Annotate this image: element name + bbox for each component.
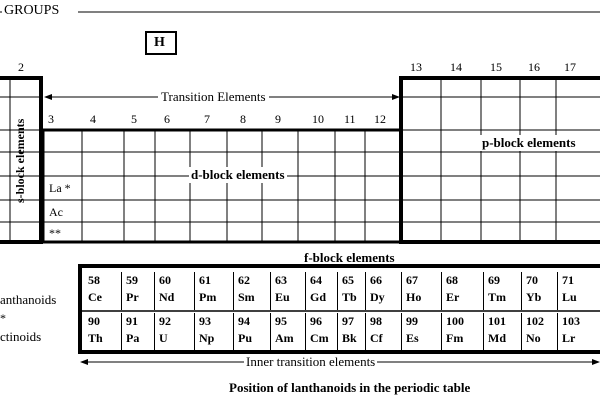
element-symbol: Cf bbox=[370, 331, 383, 345]
element-cell bbox=[442, 313, 484, 351]
element-symbol: Ce bbox=[88, 290, 102, 304]
d-block-label: d-block elements bbox=[191, 167, 285, 182]
element-cell bbox=[122, 272, 155, 310]
p-block-box bbox=[401, 78, 600, 242]
transition-elements-label: Transition Elements bbox=[158, 89, 269, 105]
lanthanoids-label: anthanoids bbox=[0, 292, 57, 307]
group-number: 9 bbox=[275, 112, 281, 126]
group-number: 7 bbox=[204, 112, 210, 126]
element-symbol: Tb bbox=[342, 290, 357, 304]
group-number: 12 bbox=[374, 112, 386, 126]
atomic-number: 59 bbox=[126, 273, 138, 287]
atomic-number: 101 bbox=[488, 314, 506, 328]
hydrogen-symbol: H bbox=[154, 35, 165, 50]
inner-transition-label: Inner transition elements bbox=[246, 354, 376, 369]
lanthanoids-star: * bbox=[0, 311, 6, 325]
atomic-number: 61 bbox=[199, 273, 211, 287]
element-cell bbox=[338, 272, 366, 310]
element-cell bbox=[338, 313, 366, 351]
atomic-number: 62 bbox=[238, 273, 250, 287]
group-number: 17 bbox=[564, 60, 576, 74]
groups-label: GROUPS bbox=[4, 3, 60, 18]
atomic-number: 68 bbox=[446, 273, 458, 287]
element-cell bbox=[558, 313, 600, 351]
atomic-number: 71 bbox=[562, 273, 574, 287]
element-symbol: Es bbox=[406, 331, 419, 345]
atomic-number: 63 bbox=[275, 273, 287, 287]
group-number: 5 bbox=[131, 112, 137, 126]
group-number: 8 bbox=[240, 112, 246, 126]
element-symbol: Lu bbox=[562, 290, 577, 304]
actinium-marker: Ac bbox=[49, 205, 63, 219]
element-cell bbox=[84, 313, 122, 351]
element-cell bbox=[402, 272, 442, 310]
element-cell bbox=[271, 272, 306, 310]
atomic-number: 60 bbox=[159, 273, 171, 287]
element-cell bbox=[122, 313, 155, 351]
atomic-number: 69 bbox=[488, 273, 500, 287]
atomic-number: 103 bbox=[562, 314, 580, 328]
element-symbol: Am bbox=[275, 331, 294, 345]
element-cell bbox=[155, 272, 195, 310]
atomic-number: 97 bbox=[342, 314, 354, 328]
element-cell bbox=[271, 313, 306, 351]
group-number: 10 bbox=[312, 112, 324, 126]
element-cell bbox=[442, 272, 484, 310]
atomic-number: 94 bbox=[238, 314, 250, 328]
element-symbol: Eu bbox=[275, 290, 290, 304]
element-cell bbox=[195, 313, 234, 351]
lanthanum-marker: La * bbox=[49, 181, 71, 195]
atomic-number: 91 bbox=[126, 314, 138, 328]
element-cell bbox=[402, 313, 442, 351]
element-cell bbox=[155, 313, 195, 351]
element-symbol: Ho bbox=[406, 290, 422, 304]
element-cell bbox=[522, 272, 558, 310]
element-symbol: Pu bbox=[238, 331, 253, 345]
atomic-number: 64 bbox=[310, 273, 322, 287]
element-cell bbox=[195, 272, 234, 310]
element-symbol: Pa bbox=[126, 331, 140, 345]
f-block-label: f-block elements bbox=[304, 250, 395, 265]
group-number: 16 bbox=[528, 60, 540, 74]
group-number: 14 bbox=[450, 60, 462, 74]
atomic-number: 66 bbox=[370, 273, 382, 287]
element-cell bbox=[234, 313, 271, 351]
element-symbol: U bbox=[159, 331, 168, 345]
group-number: 4 bbox=[90, 112, 96, 126]
d-block-box bbox=[43, 130, 401, 242]
atomic-number: 92 bbox=[159, 314, 171, 328]
atomic-number: 99 bbox=[406, 314, 418, 328]
actinoids-label: ctinoids bbox=[0, 329, 42, 344]
element-symbol: Cm bbox=[310, 331, 329, 345]
element-cell bbox=[306, 272, 338, 310]
element-symbol: Yb bbox=[526, 290, 542, 304]
atomic-number: 98 bbox=[370, 314, 382, 328]
element-cell bbox=[522, 313, 558, 351]
atomic-number: 95 bbox=[275, 314, 287, 328]
element-symbol: Fm bbox=[446, 331, 464, 345]
atomic-number: 100 bbox=[446, 314, 464, 328]
atomic-number: 70 bbox=[526, 273, 538, 287]
element-symbol: Gd bbox=[310, 290, 327, 304]
element-symbol: No bbox=[526, 331, 541, 345]
element-cell bbox=[84, 272, 122, 310]
element-cell bbox=[366, 272, 402, 310]
element-symbol: Nd bbox=[159, 290, 175, 304]
element-symbol: Th bbox=[88, 331, 103, 345]
atomic-number: 90 bbox=[88, 314, 100, 328]
element-symbol: Lr bbox=[562, 331, 576, 345]
element-cell bbox=[484, 313, 522, 351]
element-symbol: Md bbox=[488, 331, 506, 345]
atomic-number: 102 bbox=[526, 314, 544, 328]
atomic-number: 65 bbox=[342, 273, 354, 287]
group-number: 6 bbox=[164, 112, 170, 126]
element-symbol: Tm bbox=[488, 290, 506, 304]
element-symbol: Np bbox=[199, 331, 215, 345]
atomic-number: 93 bbox=[199, 314, 211, 328]
atomic-number: 67 bbox=[406, 273, 418, 287]
group-number: 13 bbox=[410, 60, 422, 74]
p-block-label: p-block elements bbox=[482, 135, 576, 150]
element-cell bbox=[558, 272, 600, 310]
element-cell bbox=[484, 272, 522, 310]
element-cell bbox=[234, 272, 271, 310]
element-cell bbox=[366, 313, 402, 351]
element-symbol: Er bbox=[446, 290, 460, 304]
element-symbol: Bk bbox=[342, 331, 357, 345]
element-symbol: Pm bbox=[199, 290, 217, 304]
group-number: 2 bbox=[18, 60, 24, 74]
group-number: 3 bbox=[48, 112, 54, 126]
group-number: 11 bbox=[344, 112, 356, 126]
actinium-stars: ** bbox=[49, 226, 61, 240]
figure-caption: Position of lanthanoids in the periodic table bbox=[229, 380, 471, 395]
atomic-number: 58 bbox=[88, 273, 100, 287]
s-block-label: s-block elements bbox=[13, 118, 27, 203]
atomic-number: 96 bbox=[310, 314, 322, 328]
element-symbol: Dy bbox=[370, 290, 385, 304]
element-cell bbox=[306, 313, 338, 351]
element-symbol: Sm bbox=[238, 290, 255, 304]
group-number: 15 bbox=[490, 60, 502, 74]
element-symbol: Pr bbox=[126, 290, 139, 304]
